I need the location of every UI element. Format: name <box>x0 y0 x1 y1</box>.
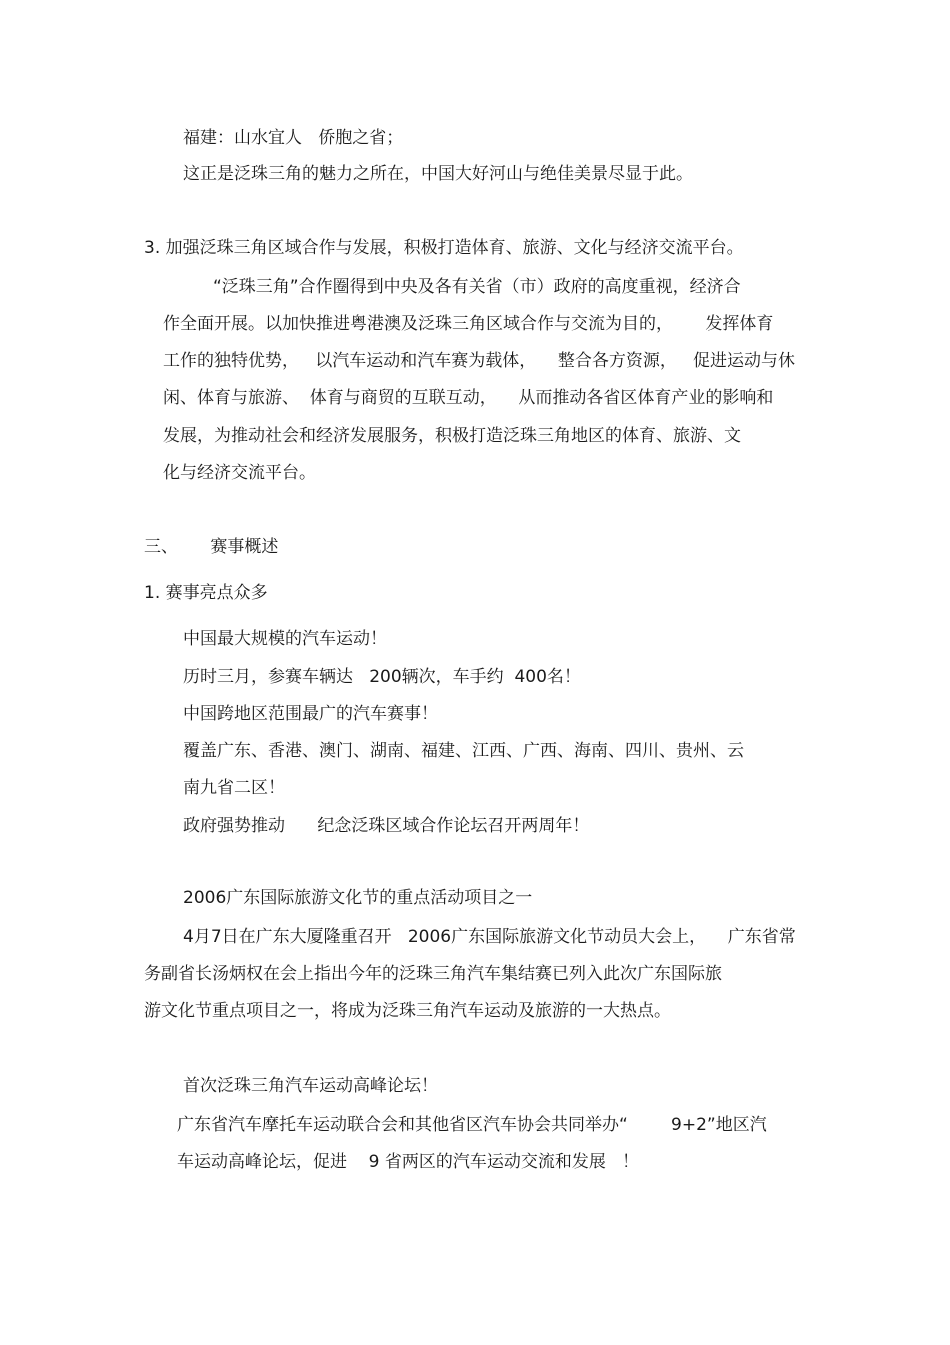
text-line: 作全面开展。以加快推进粤港澳及泛珠三角区域合作与交流为目的， 发挥体育 <box>163 314 774 334</box>
text-line: 首次泛珠三角汽车运动高峰论坛！ <box>183 1076 438 1096</box>
section-heading: 三、 赛事概述 <box>144 537 279 557</box>
text-line: “泛珠三角”合作圈得到中央及各有关省（市）政府的高度重视，经济合 <box>213 277 741 297</box>
text-line: 南九省二区！ <box>183 778 285 798</box>
subsection-heading: 1. 赛事亮点众多 <box>144 583 268 603</box>
text-line: 2006广东国际旅游文化节的重点活动项目之一 <box>183 888 533 908</box>
text-line: 车运动高峰论坛，促进 9 省两区的汽车运动交流和发展 ！ <box>177 1152 640 1172</box>
text-line: 历时三月，参赛车辆达 200辆次，车手约 400名！ <box>183 667 581 687</box>
text-line: 工作的独特优势， 以汽车运动和汽车赛为载体， 整合各方资源， 促进运动与休 <box>163 351 796 371</box>
text-line: 闲、体育与旅游、 体育与商贸的互联互动， 从而推动各省区体育产业的影响和 <box>163 388 774 408</box>
text-line: 这正是泛珠三角的魅力之所在，中国大好河山与绝佳美景尽显于此。 <box>183 164 693 184</box>
text-line: 福建：山水宜人 侨胞之省； <box>183 128 404 148</box>
text-line: 游文化节重点项目之一，将成为泛珠三角汽车运动及旅游的一大热点。 <box>144 1001 671 1021</box>
text-line: 中国跨地区范围最广的汽车赛事！ <box>183 704 438 724</box>
text-line: 覆盖广东、香港、澳门、湖南、福建、江西、广西、海南、四川、贵州、云 <box>183 741 744 761</box>
text-line: 政府强势推动 纪念泛珠区域合作论坛召开两周年！ <box>183 816 590 836</box>
text-line: 中国最大规模的汽车运动！ <box>183 629 387 649</box>
section-heading: 3. 加强泛珠三角区域合作与发展，积极打造体育、旅游、文化与经济交流平台。 <box>144 238 744 258</box>
text-line: 广东省汽车摩托车运动联合会和其他省区汽车协会共同举办“ 9+2”地区汽 <box>177 1115 767 1135</box>
text-line: 4月7日在广东大厦隆重召开 2006广东国际旅游文化节动员大会上， 广东省常 <box>183 927 796 947</box>
text-line: 务副省长汤炳权在会上指出今年的泛珠三角汽车集结赛已列入此次广东国际旅 <box>144 964 722 984</box>
text-line: 化与经济交流平台。 <box>163 463 316 483</box>
text-line: 发展，为推动社会和经济发展服务，积极打造泛珠三角地区的体育、旅游、文 <box>163 426 741 446</box>
